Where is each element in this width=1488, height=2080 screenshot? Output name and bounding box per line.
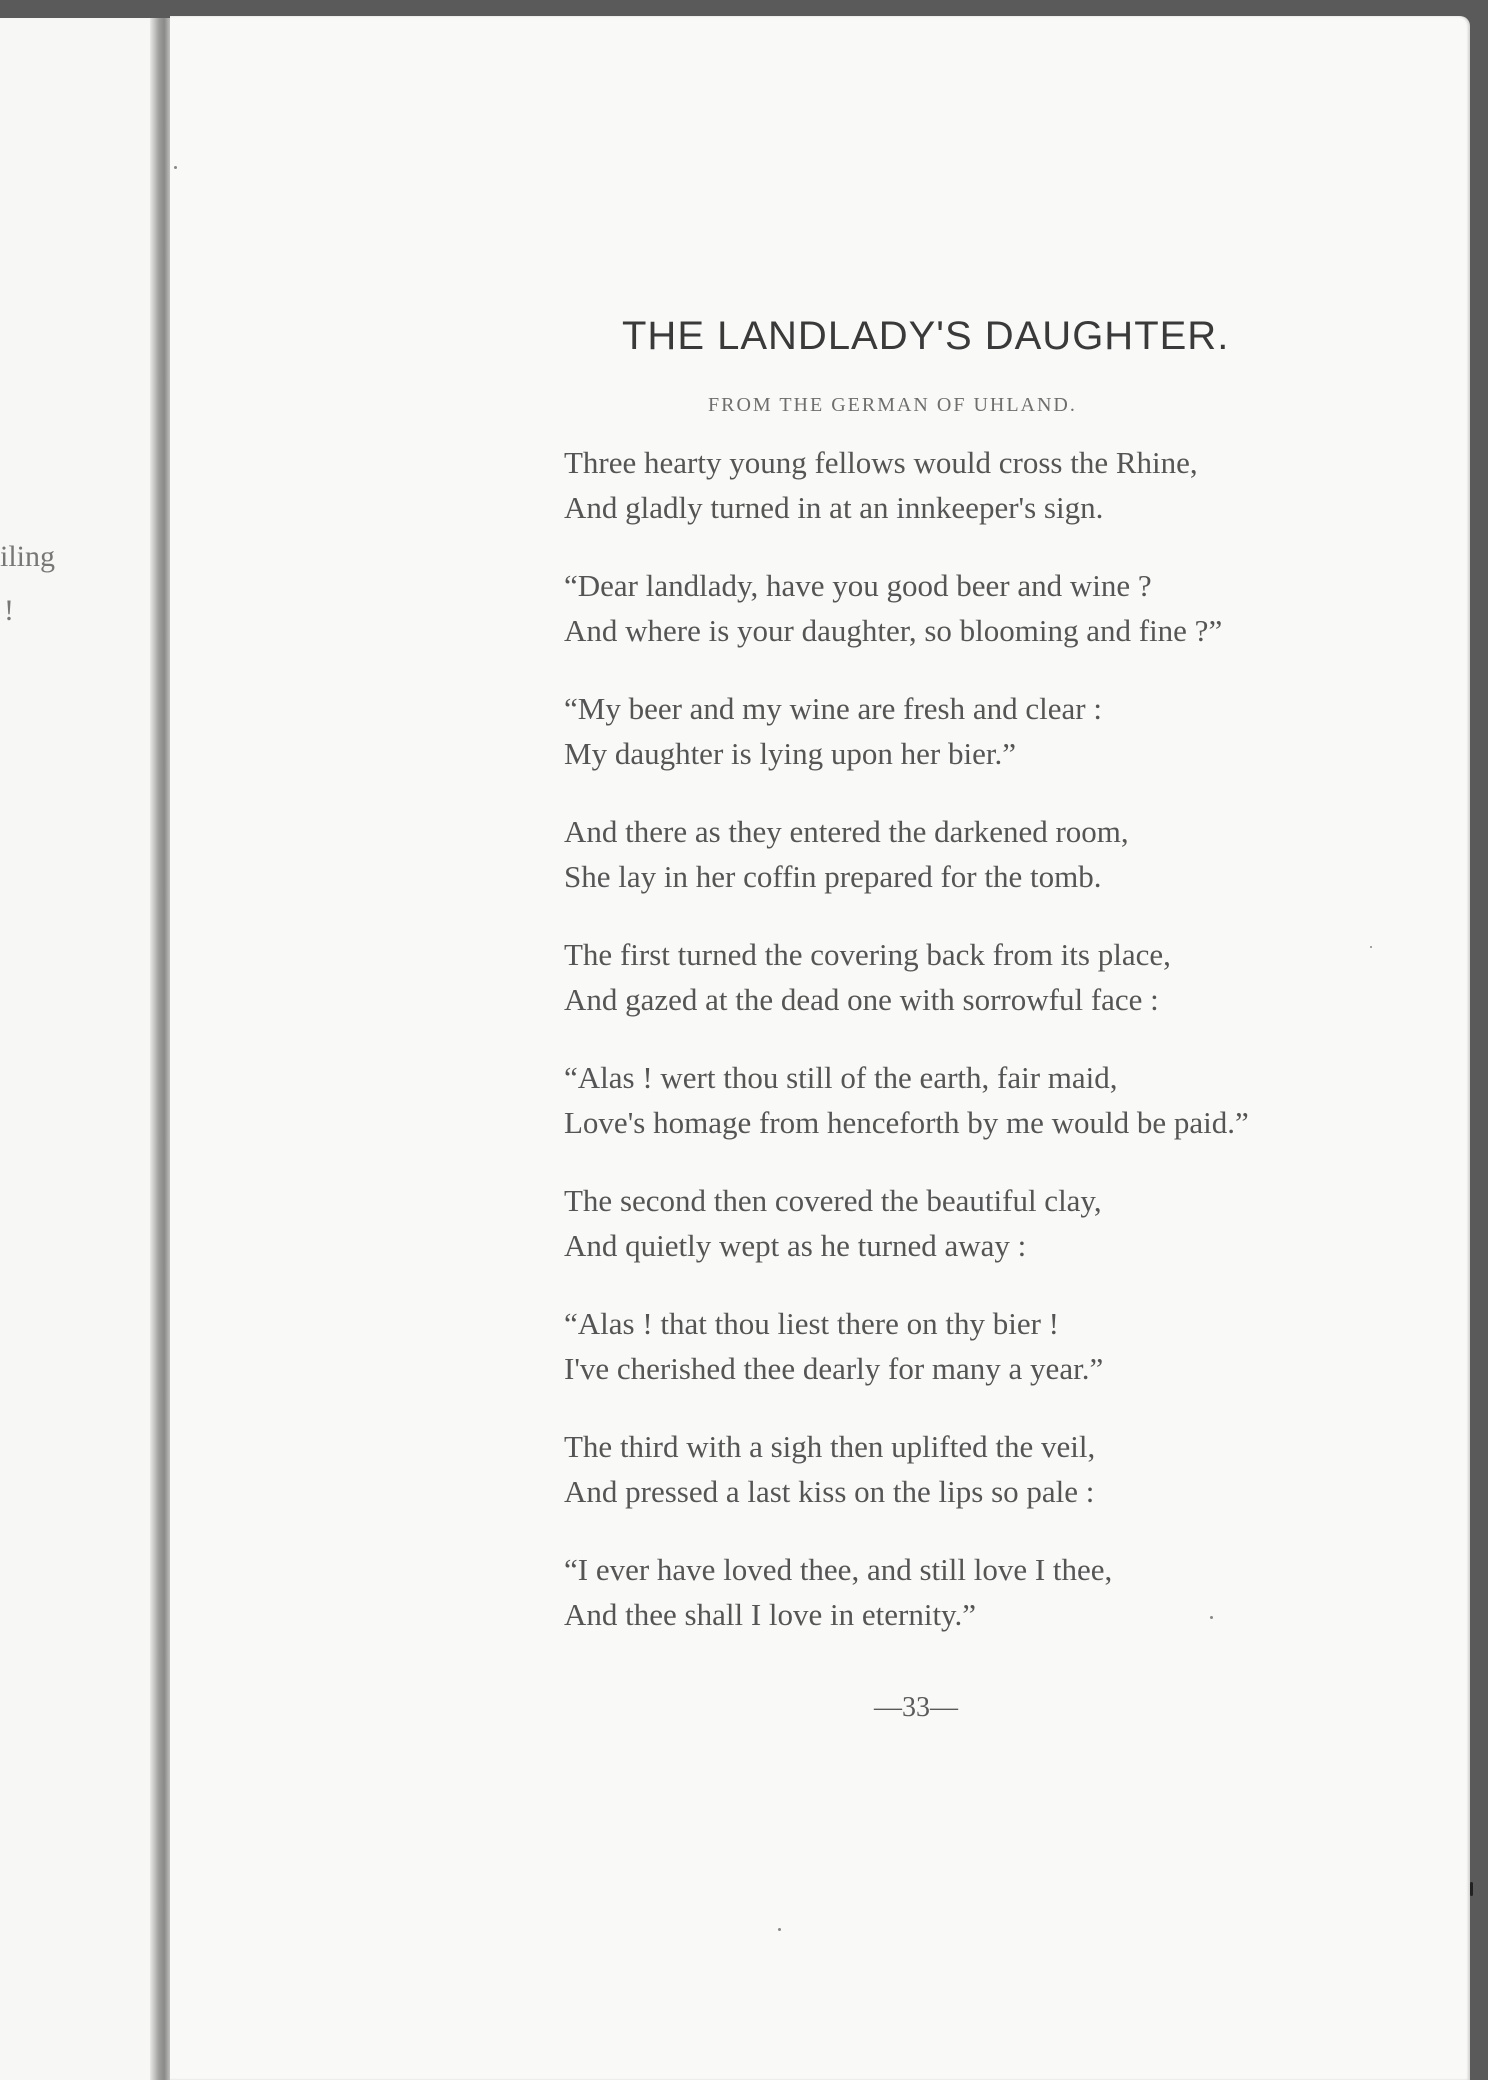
poem-line: My daughter is lying upon her bier.” — [564, 736, 1016, 771]
poem-line: Love's homage from henceforth by me would be paid.” — [564, 1105, 1249, 1140]
stanza — [564, 440, 1198, 530]
poem-line: Three hearty young fellows would cross the Rhine, — [564, 445, 1198, 480]
stanza — [564, 932, 1171, 1022]
poem-line: “Dear landlady, have you good beer and wine ? — [564, 568, 1152, 603]
poem-line: And there as they entered the darkened room, — [564, 814, 1129, 849]
stanza — [564, 1178, 1102, 1268]
paper-speck — [778, 1928, 781, 1931]
poem-line: “I ever have loved thee, and still love I thee, — [564, 1552, 1113, 1587]
poem-title: THE LANDLADY'S DAUGHTER. — [622, 314, 1230, 358]
poem-line: And gladly turned in at an innkeeper's sign. — [564, 490, 1104, 525]
poem-line: And where is your daughter, so blooming and fine ?” — [564, 613, 1223, 648]
poem-line: The second then covered the beautiful clay, — [564, 1183, 1102, 1218]
stanza — [564, 1055, 1249, 1145]
paper-speck — [1370, 946, 1372, 948]
stanza — [564, 1547, 1112, 1637]
paper-speck — [1210, 1616, 1213, 1619]
book-page — [170, 16, 1470, 2080]
poem-line: And gazed at the dead one with sorrowful face : — [564, 982, 1159, 1017]
poem-line: And thee shall I love in eternity.” — [564, 1597, 977, 1632]
poem-line: And quietly wept as he turned away : — [564, 1228, 1027, 1263]
poem-line: “Alas ! wert thou still of the earth, fair maid, — [564, 1060, 1118, 1095]
stanza — [564, 1301, 1103, 1391]
stanza — [564, 686, 1102, 776]
poem-line: The first turned the covering back from its place, — [564, 937, 1171, 972]
poem-line: And pressed a last kiss on the lips so pale : — [564, 1474, 1095, 1509]
poem-line: She lay in her coffin prepared for the tomb. — [564, 859, 1102, 894]
stanza — [564, 809, 1129, 899]
paper-speck — [174, 166, 177, 169]
page-edge-mark — [1470, 1882, 1473, 1896]
page-number: —33— — [874, 1692, 958, 1723]
poem-subtitle: FROM THE GERMAN OF UHLAND. — [708, 394, 1077, 416]
left-page-fragment: iling — [0, 540, 56, 573]
poem-line: The third with a sigh then uplifted the veil, — [564, 1429, 1096, 1464]
poem-line: “My beer and my wine are fresh and clear : — [564, 691, 1102, 726]
left-page-fragment: ! — [4, 594, 14, 627]
poem-line: I've cherished thee dearly for many a year.” — [564, 1351, 1104, 1386]
stanza — [564, 1424, 1095, 1514]
poem-line: “Alas ! that thou liest there on thy bier ! — [564, 1306, 1060, 1341]
left-facing-page — [0, 18, 160, 2080]
stanza — [564, 563, 1222, 653]
